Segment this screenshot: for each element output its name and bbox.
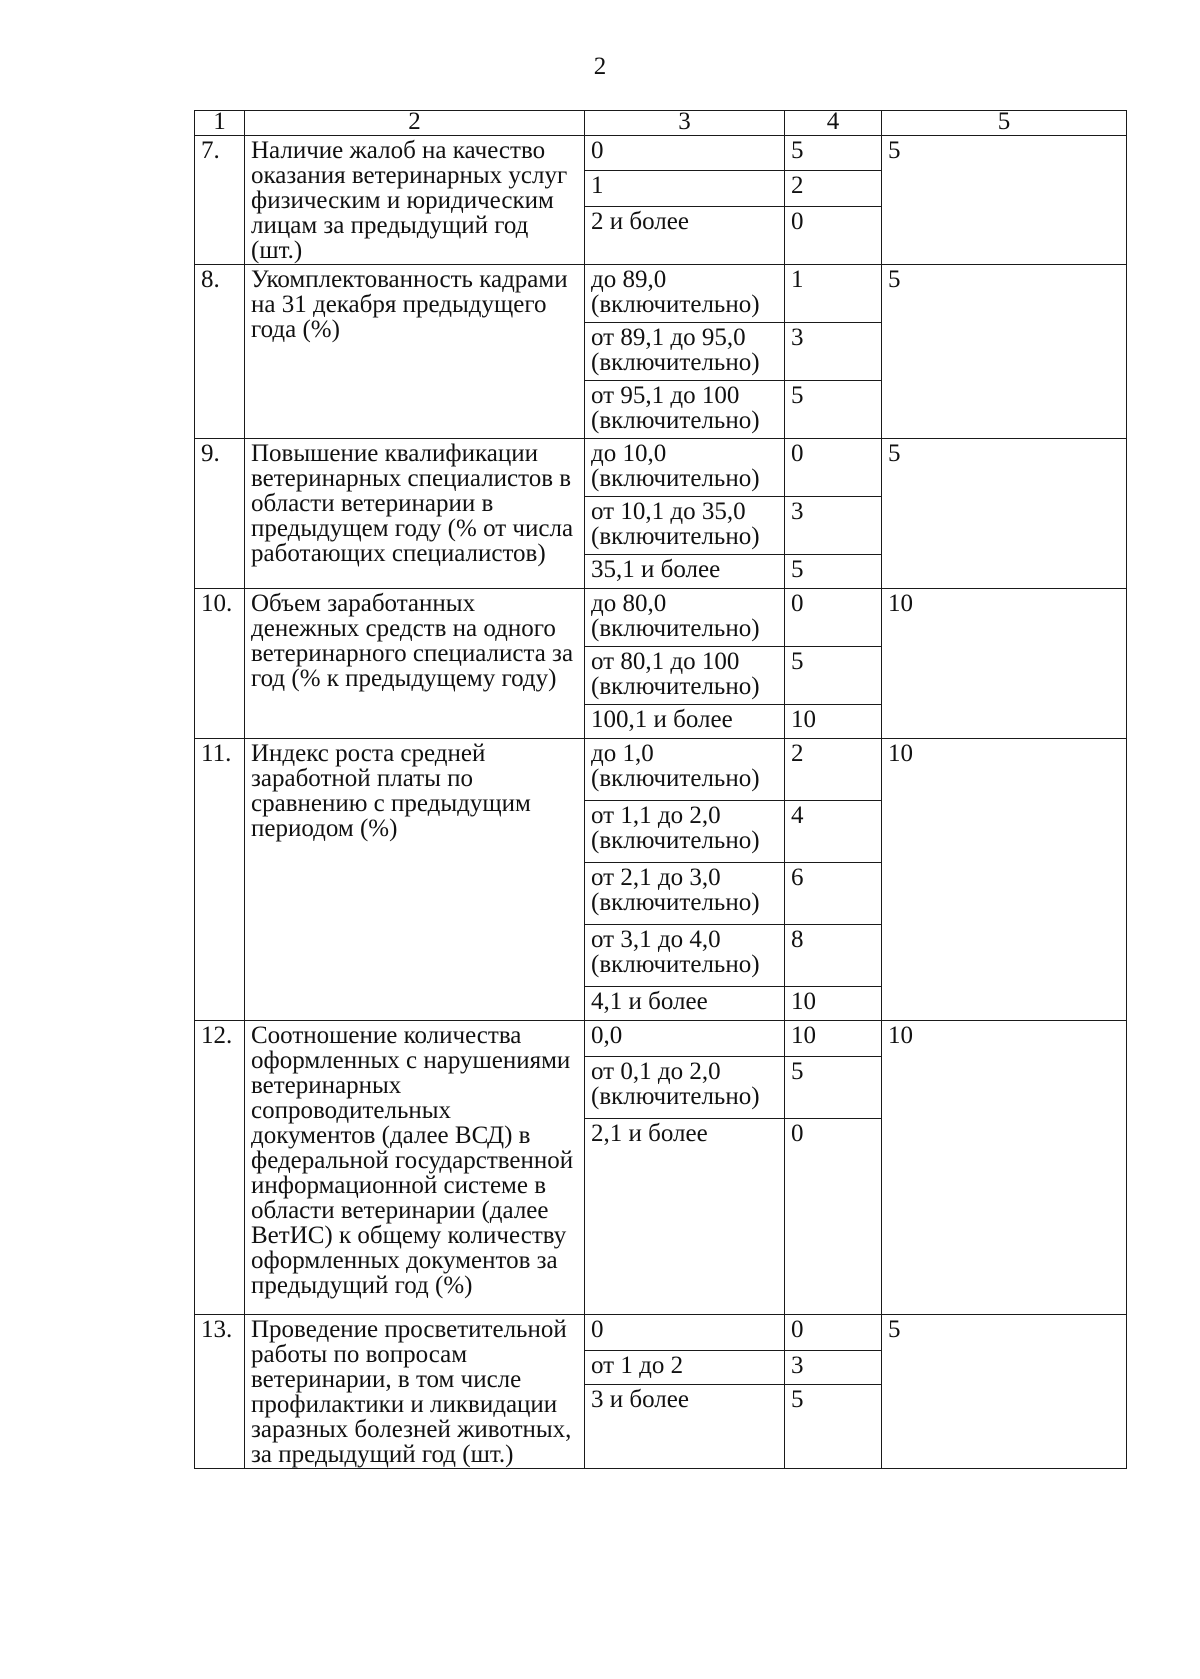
option-value: до 10,0 (включительно) [585,439,785,497]
option-score: 2 [785,739,882,801]
option-value: 0,0 [585,1021,785,1057]
option-value: 4,1 и более [585,987,785,1021]
header-col-4: 4 [785,111,882,136]
row-number: 8. [195,265,245,439]
header-col-5: 5 [882,111,1127,136]
option-score: 5 [785,136,882,171]
option-score: 5 [785,555,882,589]
option-score: 0 [785,1315,882,1351]
criterion-text: Наличие жалоб на качество оказания ветеринарных услуг физическим и юридическим лицам за предыдущий год (шт.) [245,136,585,265]
option-value: 2,1 и более [585,1119,785,1315]
header-row [195,111,1127,136]
criterion-text: Соотношение количества оформленных с нарушениями ветеринарных сопроводительных документов (далее ВСД) в федеральной государственной информационной системе в области ветеринарии (далее ВетИС) к общему количеству оформленных документов за предыдущий год (%) [245,1021,585,1315]
option-value: от 89,1 до 95,0 (включительно) [585,323,785,381]
option-score: 0 [785,439,882,497]
option-value: до 80,0 (включительно) [585,589,785,647]
table-row [195,1021,1127,1057]
option-score: 0 [785,589,882,647]
option-value: 2 и более [585,206,785,264]
option-score: 3 [785,497,882,555]
option-value: от 3,1 до 4,0 (включительно) [585,925,785,987]
max-score: 5 [882,136,1127,265]
row-number: 12. [195,1021,245,1315]
option-score: 0 [785,1119,882,1315]
option-score: 0 [785,206,882,264]
table-row [195,136,1127,171]
row-number: 7. [195,136,245,265]
max-score: 5 [882,265,1127,439]
table-row [195,589,1127,647]
option-value: от 1 до 2 [585,1351,785,1385]
max-score: 10 [882,589,1127,739]
criterion-text: Индекс роста средней заработной платы по сравнению с предыдущим периодом (%) [245,739,585,1021]
max-score: 5 [882,439,1127,589]
table-body [195,136,1127,1469]
option-score: 5 [785,647,882,705]
option-score: 3 [785,323,882,381]
max-score: 10 [882,1021,1127,1315]
option-value: от 95,1 до 100 (включительно) [585,381,785,439]
header-col-2: 2 [245,111,585,136]
row-number: 10. [195,589,245,739]
row-number: 11. [195,739,245,1021]
criterion-text: Повышение квалификации ветеринарных специалистов в области ветеринарии в предыдущем году (% от числа работающих специалистов) [245,439,585,589]
option-value: от 2,1 до 3,0 (включительно) [585,863,785,925]
option-value: до 89,0 (включительно) [585,265,785,323]
table-row [195,265,1127,323]
option-value: 1 [585,171,785,206]
option-score: 6 [785,863,882,925]
option-score: 1 [785,265,882,323]
table-row [195,739,1127,801]
criterion-text: Проведение просветительной работы по вопросам ветеринарии, в том числе профилактики и ликвидации заразных болезней животных, за предыдущий год (шт.) [245,1315,585,1469]
page-number: 2 [593,53,607,80]
criteria-table [194,110,1127,1469]
option-score: 3 [785,1351,882,1385]
option-value: от 80,1 до 100 (включительно) [585,647,785,705]
option-score: 5 [785,1057,882,1119]
option-score: 10 [785,705,882,739]
option-value: до 1,0 (включительно) [585,739,785,801]
option-value: 100,1 и более [585,705,785,739]
criterion-text: Укомплектованность кадрами на 31 декабря предыдущего года (%) [245,265,585,439]
option-score: 5 [785,1385,882,1469]
option-score: 8 [785,925,882,987]
row-number: 9. [195,439,245,589]
option-score: 10 [785,987,882,1021]
max-score: 5 [882,1315,1127,1469]
option-score: 2 [785,171,882,206]
header-col-3: 3 [585,111,785,136]
option-value: от 1,1 до 2,0 (включительно) [585,801,785,863]
criterion-text: Объем заработанных денежных средств на одного ветеринарного специалиста за год (% к предыдущему году) [245,589,585,739]
option-value: 35,1 и более [585,555,785,589]
option-value: 0 [585,1315,785,1351]
option-value: от 0,1 до 2,0 (включительно) [585,1057,785,1119]
option-score: 5 [785,381,882,439]
option-score: 4 [785,801,882,863]
table-row [195,439,1127,497]
table-header [195,111,1127,136]
option-score: 10 [785,1021,882,1057]
table-row [195,1315,1127,1351]
option-value: 0 [585,136,785,171]
header-col-1: 1 [195,111,245,136]
option-value: от 10,1 до 35,0 (включительно) [585,497,785,555]
max-score: 10 [882,739,1127,1021]
option-value: 3 и более [585,1385,785,1469]
row-number: 13. [195,1315,245,1469]
